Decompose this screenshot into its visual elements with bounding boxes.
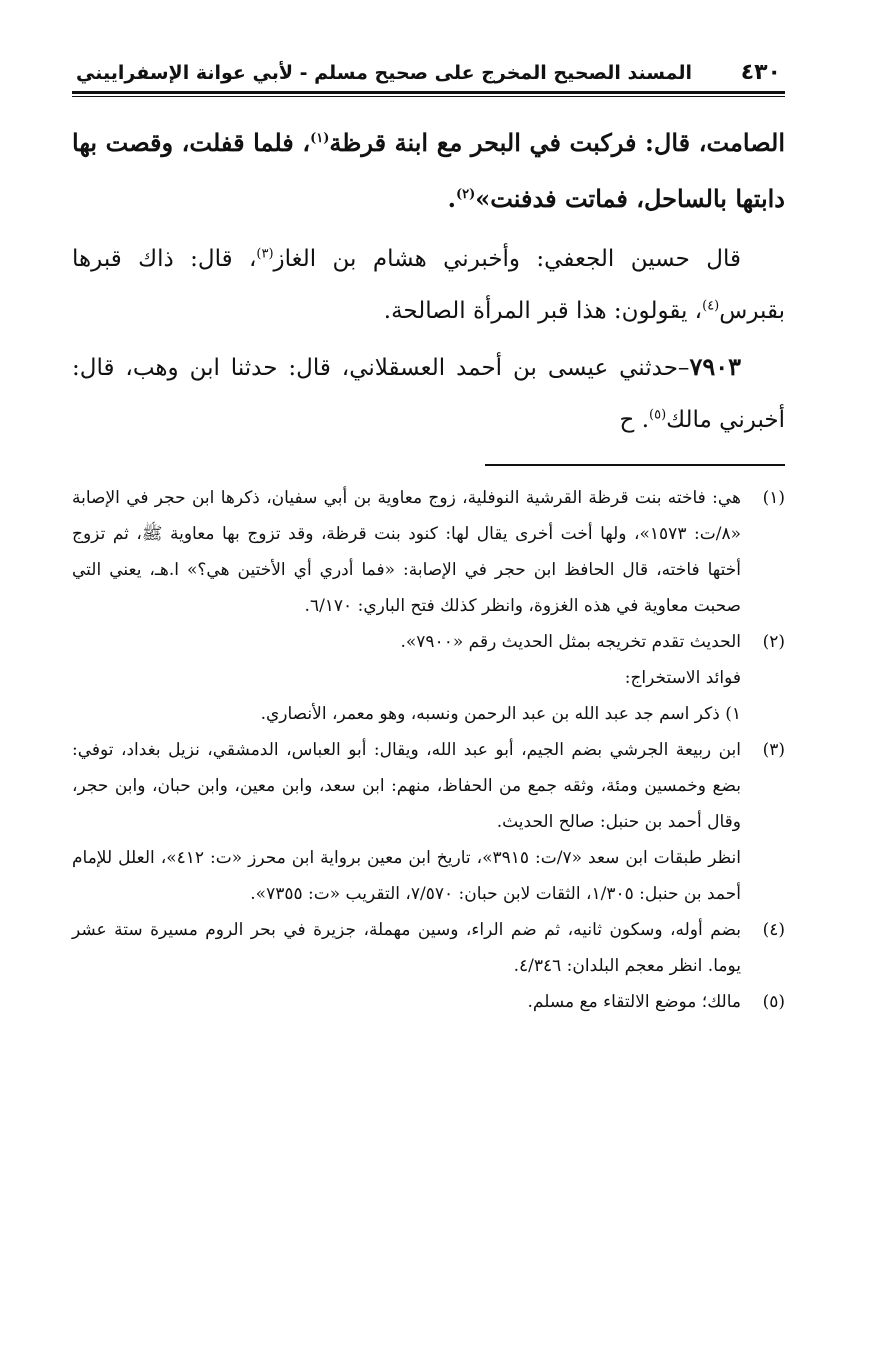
hadith-text-bold [72, 115, 785, 227]
footnote-text: بضم أوله، وسكون ثانيه، ثم ضم الراء، وسين مهملة، جزيرة في بحر الروم مسيرة ستة عشر يوما. انظر معجم البلدان: ٤/٣٤٦. [72, 920, 741, 976]
page-number: ٤٣٠ [740, 60, 781, 85]
header-rule [72, 91, 785, 97]
footnote-text: الحديث تقدم تخريجه بمثل الحديث رقم «٧٩٠٠». [400, 632, 741, 652]
footnote-text: ابن ربيعة الجرشي بضم الجيم، أبو عبد الله، ويقال: أبو العباس، الدمشقي، نزيل بغداد، توفي: بضع وخمسين ومئة، وثقه جمع من الحفاظ، منهم: ابن سعد، وابن معين، وابن حبان، وابن حجر، وقال أحمد بن حنبل: صالح الحديث. [72, 740, 741, 832]
footnotes [72, 480, 785, 1020]
footnote-text: هي: فاخته بنت قرظة القرشية النوفلية، زوج معاوية بن أبي سفيان، ذكرها ابن حجر في الإصابة «٨/ت: ١٥٧٣»، ولها أخت أخرى يقال لها: كنود بنت قرظة، وقد تزوج بها معاوية ﷺ، ثم تزوج أختها فاخته، قال الحافظ ابن حجر في الإصابة: «فما أدري أي الأختين هي؟» ا.هـ، يعني التي صحبت معاوية في هذه الغزوة، وانظر كذلك فتح الباري: ٦/١٧٠. [72, 488, 741, 616]
footnote-ref: (٤) [702, 298, 720, 314]
page-header [72, 60, 785, 91]
document-page [72, 60, 785, 1020]
hadith-text-part: . [447, 184, 456, 213]
footnote-ref: (٣) [256, 246, 274, 262]
footnote-references: انظر طبقات ابن سعد «٧/ت: ٣٩١٥»، تاريخ ابن معين برواية ابن محرز «ت: ٤١٢»، العلل للإمام أحمد بن حنبل: ١/٣٠٥، الثقات لابن حبان: ٧/٥٧٠، التقريب «ت: ٧٣٥٥». [72, 848, 741, 904]
hadith-text-part: الصامت، قال: فركبت في البحر مع ابنة قرظة [329, 128, 786, 157]
footnote-5 [72, 984, 785, 1020]
narrator-paragraph [72, 233, 785, 337]
footnote-text: مالك؛ موضع الالتقاء مع مسلم. [527, 992, 741, 1012]
footnote-number: (٤) [762, 920, 785, 940]
paragraph-text: ، يقولون: هذا قبر المرأة الصالحة. [383, 298, 703, 324]
hadith-text-part: ، فلما قفلت، وقصت بها دابتها بالساحل، فماتت فدفنت» [72, 128, 785, 213]
footnote-number: (٢) [762, 632, 785, 652]
paragraph-text: ، قال: ذاك قبرها بقبرس [72, 246, 785, 324]
hadith-7903-paragraph [72, 341, 785, 446]
footnote-sub-heading: فوائد الاستخراج: [624, 668, 741, 688]
paragraph-text: قال حسين الجعفي: وأخبرني هشام بن الغاز [273, 246, 741, 272]
running-title: المسند الصحيح المخرج على صحيح مسلم - لأبي عوانة الإسفراييني [76, 62, 692, 84]
footnote-separator [485, 464, 785, 466]
paragraph-text: –حدثني عيسى بن أحمد العسقلاني، قال: حدثنا ابن وهب، قال: أخبرني مالك [72, 355, 785, 433]
footnote-number: (٣) [762, 740, 785, 760]
footnote-number: (١) [762, 488, 785, 508]
footnote-ref: (٥) [649, 407, 667, 423]
footnote-1 [72, 480, 785, 624]
footnote-ref: (١) [310, 131, 330, 146]
footnote-3 [72, 732, 785, 840]
footnote-4 [72, 912, 785, 984]
footnote-ref: (٢) [455, 187, 476, 202]
footnote-sub-item: ١) ذكر اسم جد عبد الله بن عبد الرحمن ونسبه، وهو معمر، الأنصاري. [260, 704, 741, 724]
hadith-number: ٧٩٠٣ [689, 352, 741, 381]
footnote-number: (٥) [762, 992, 785, 1012]
footnote-2 [72, 624, 785, 660]
paragraph-text: . ح [619, 407, 650, 433]
